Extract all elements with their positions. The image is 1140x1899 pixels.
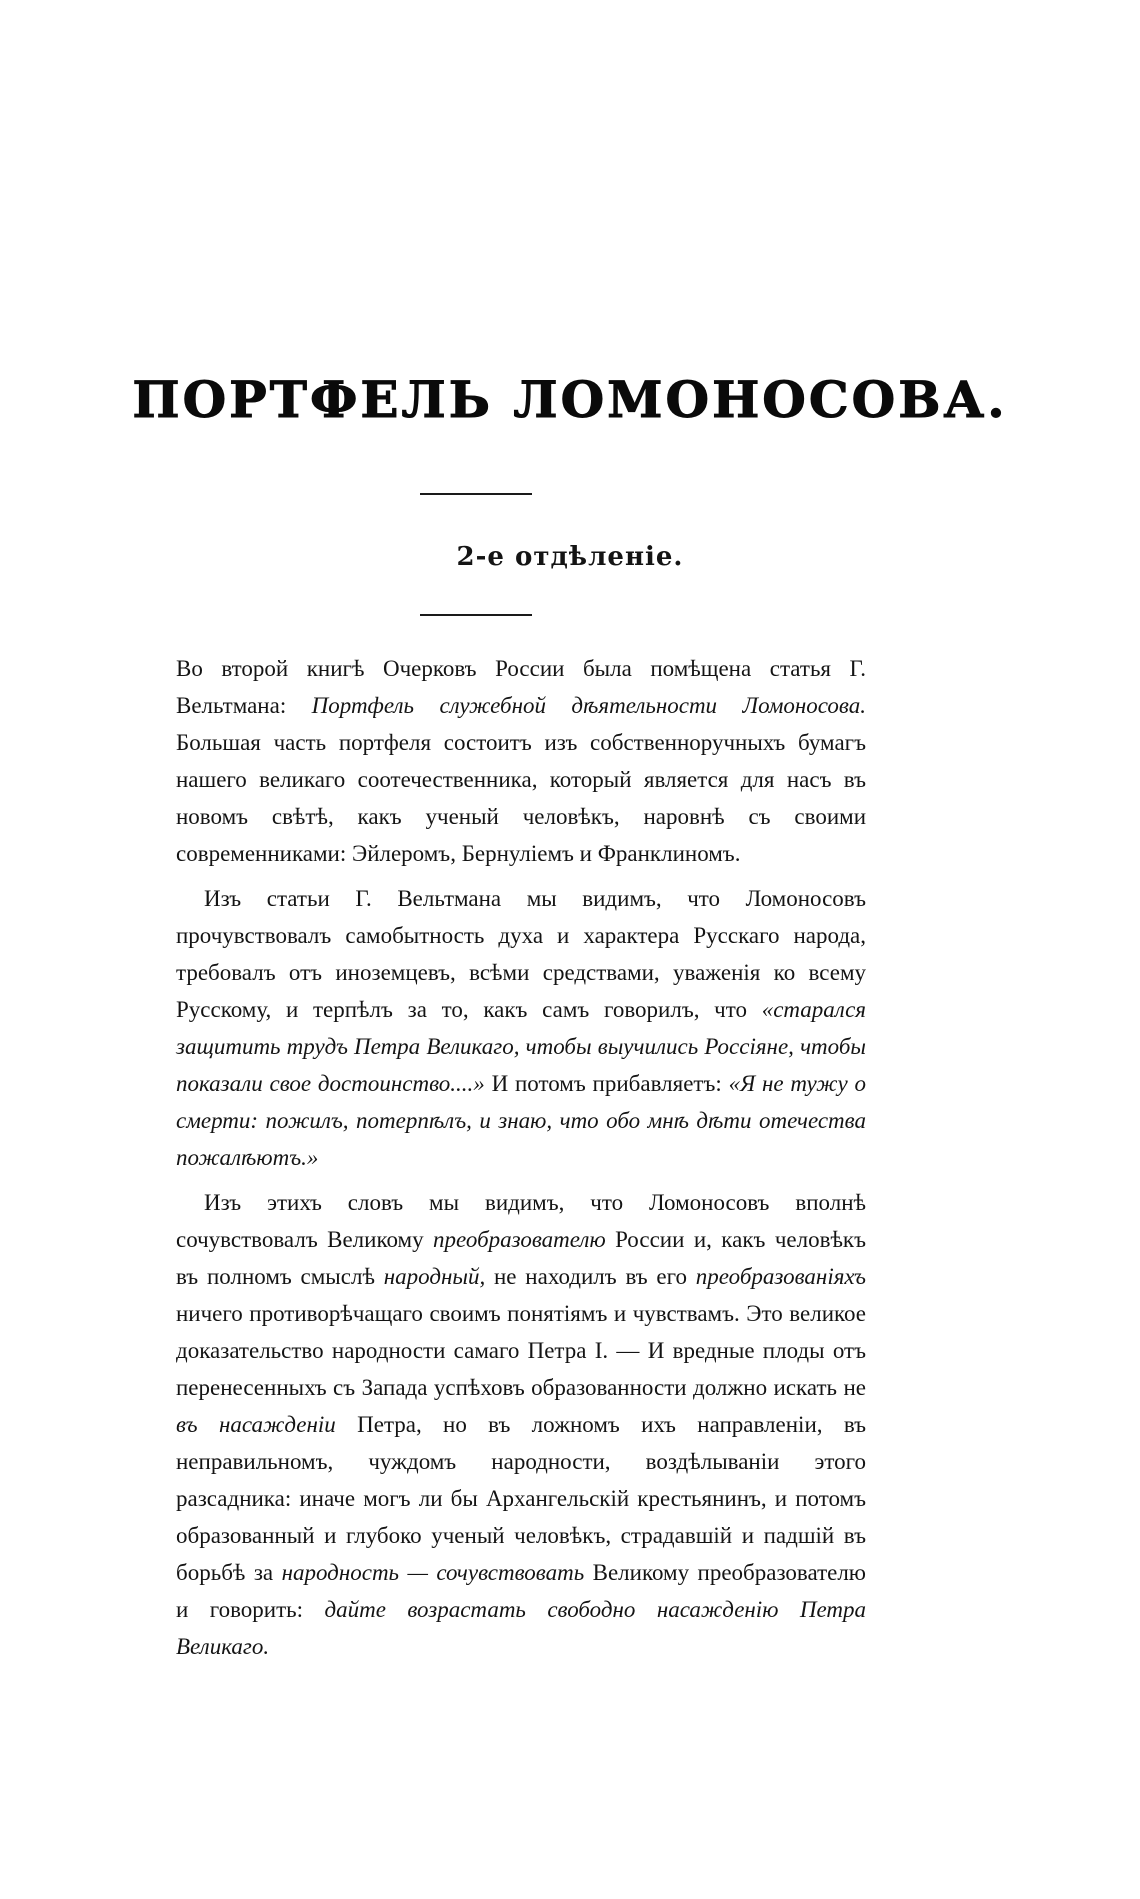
section-heading: 2-е отдѣленіе. bbox=[456, 542, 684, 572]
p3-text-4: ничего противорѣчащаго своимъ понятiямъ и чувствамъ. Это великое доказательство народности самаго Петра I. — И вредные плоды отъ перенесенныхъ съ Запада успѣховъ образованности должно искать не bbox=[176, 1301, 866, 1400]
p3-italic-2: народный, bbox=[383, 1264, 486, 1289]
p3-text-1: Изъ этихъ словъ мы видимъ, что Ломоносовъ вполнѣ сочувствовалъ Великому bbox=[176, 1190, 866, 1252]
p2-quote-1: «старался защитить трудъ Петра Великаго, чтобы выучились Россiяне, чтобы показали свое достоинство....» bbox=[176, 997, 866, 1096]
p2-quote-2: «Я не тужу о смерти: пожилъ, потерпѣлъ, и знаю, что обо мнѣ дѣти отечества пожалѣютъ.» bbox=[176, 1071, 866, 1170]
divider-top bbox=[420, 493, 532, 495]
p3-italic-6: дайте возрастать свободно насажденiю Петра Великаго. bbox=[176, 1597, 866, 1659]
p3-text-6: Великому преобразователю и говорить: bbox=[176, 1560, 866, 1622]
article-body bbox=[176, 650, 866, 1673]
divider-bottom bbox=[420, 614, 532, 616]
paragraph-1 bbox=[176, 650, 866, 872]
p3-italic-3: преобразованiяхъ bbox=[695, 1264, 866, 1289]
paragraph-3 bbox=[176, 1184, 866, 1665]
p2-text-1: Изъ статьи Г. Вельтмана мы видимъ, что Ломоносовъ прочувствовалъ самобытность духа и характера Русскаго народа, требовалъ отъ иноземцевъ, всѣми средствами, уваженія ко всему Русскому, и терпѣлъ за то, какъ самъ говорилъ, что bbox=[176, 886, 866, 1022]
p1-text-1: Во второй книгѣ Очерковъ России была помѣщена статья Г. Вельтмана: bbox=[176, 656, 866, 718]
p3-italic-4: въ насажденiи bbox=[176, 1412, 336, 1437]
p3-text-3: не находилъ въ его bbox=[485, 1264, 696, 1289]
p3-text-5: Петра, но въ ложномъ ихъ направленiи, въ неправильномъ, чуждомъ народности, воздѣлываніи этого разсадника: иначе могъ ли бы Архангельскій крестьянинъ, и потомъ образованный и глубоко ученый человѣкъ, страдавшій и падшій въ борьбѣ за bbox=[176, 1412, 867, 1585]
p3-italic-5: народность — сочувствовать bbox=[281, 1560, 585, 1585]
paragraph-2 bbox=[176, 880, 866, 1176]
page-title: ПОРТФЕЛЬ ЛОМОНОСОВА. bbox=[132, 370, 1008, 429]
p3-text-2: России и, какъ человѣкъ въ полномъ смыслѣ bbox=[176, 1227, 866, 1289]
p2-text-2: И потомъ прибавляетъ: bbox=[484, 1071, 729, 1096]
p3-italic-1: преобразователю bbox=[433, 1227, 606, 1252]
p1-italic-1: Портфель служебной дѣятельности Ломоносова. bbox=[311, 693, 866, 718]
p1-text-2: Большая часть портфеля состоитъ изъ собственноручныхъ бумагъ нашего великаго соотечественника, который является для насъ въ новомъ свѣтѣ, какъ ученый человѣкъ, наровнѣ съ своими современниками: Эйлеромъ, Бернулiемъ и Франклиномъ. bbox=[176, 730, 866, 866]
